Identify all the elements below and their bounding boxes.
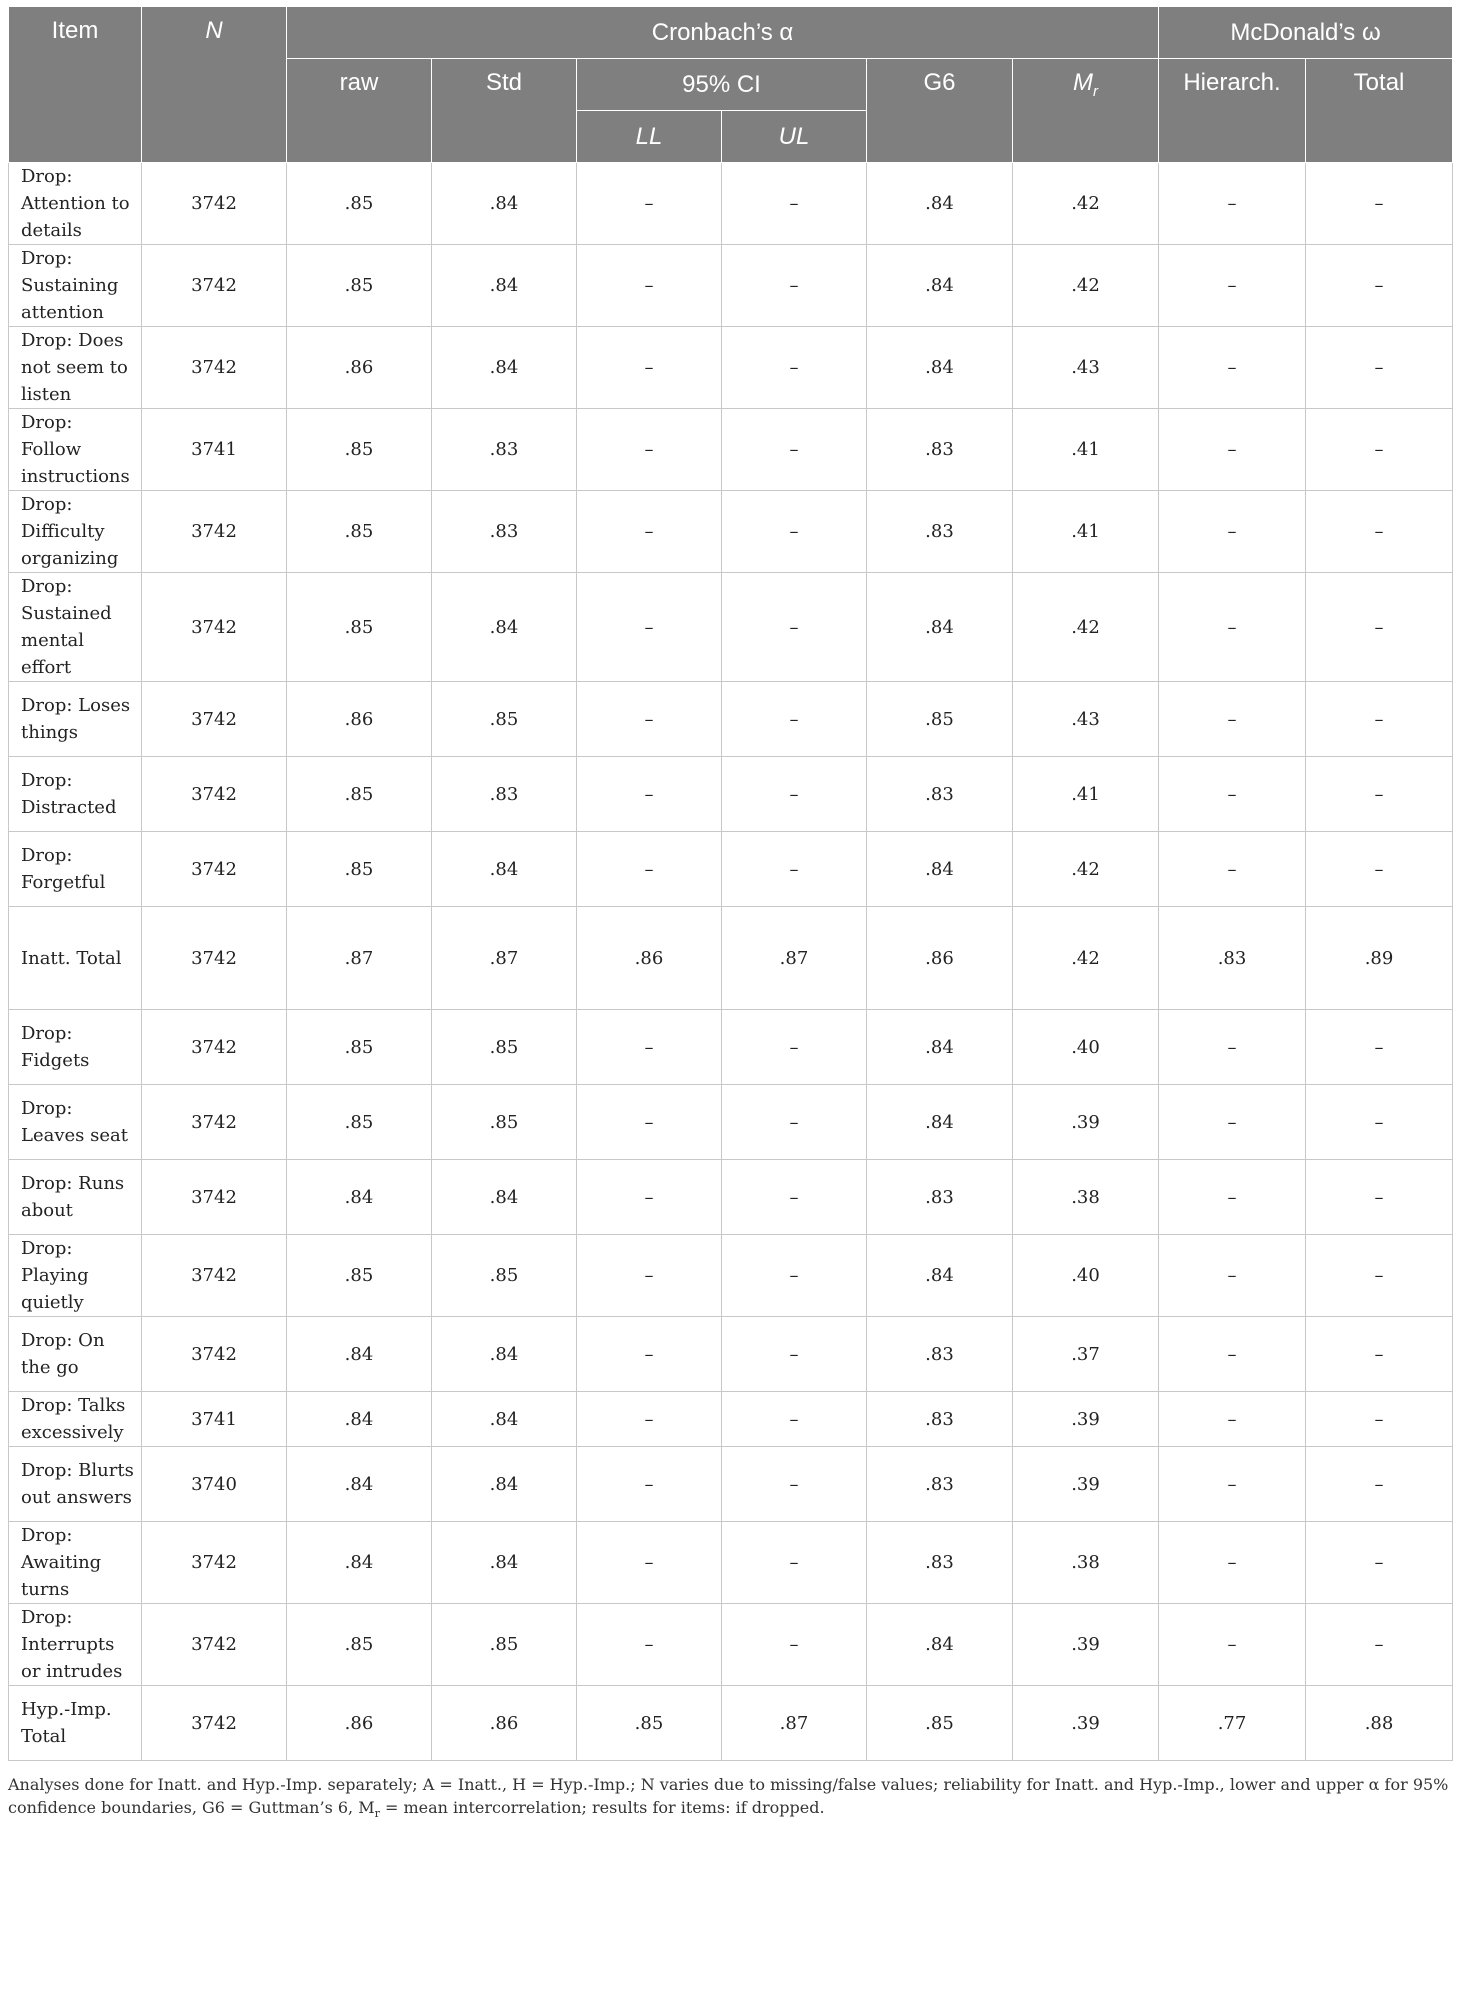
std-alpha-cell: .84 xyxy=(432,1317,577,1392)
item-cell: Drop: Forgetful xyxy=(9,832,142,907)
ci-ll-cell: – xyxy=(577,682,722,757)
raw-alpha-cell: .84 xyxy=(287,1447,432,1522)
ci-ll-cell: – xyxy=(577,245,722,327)
g6-cell: .83 xyxy=(867,1447,1013,1522)
mr-cell: .39 xyxy=(1013,1686,1159,1761)
ci-ul-cell: – xyxy=(722,1317,867,1392)
table-row xyxy=(9,1160,1453,1235)
g6-cell: .84 xyxy=(867,1235,1013,1317)
std-alpha-cell: .84 xyxy=(432,573,577,682)
n-cell: 3742 xyxy=(142,1010,287,1085)
omega-hierarchical-cell: – xyxy=(1159,245,1306,327)
std-alpha-cell: .83 xyxy=(432,491,577,573)
header-std: Std xyxy=(432,59,577,163)
item-cell: Drop: Difficulty organizing xyxy=(9,491,142,573)
omega-total-cell: – xyxy=(1306,1522,1453,1604)
table-row xyxy=(9,1317,1453,1392)
table-row xyxy=(9,491,1453,573)
omega-hierarchical-cell: – xyxy=(1159,1392,1306,1447)
g6-cell: .85 xyxy=(867,1686,1013,1761)
mr-cell: .43 xyxy=(1013,327,1159,409)
omega-total-cell: – xyxy=(1306,1160,1453,1235)
g6-cell: .83 xyxy=(867,757,1013,832)
table-footnote xyxy=(8,1773,1452,1825)
item-cell: Drop: Sustaining attention xyxy=(9,245,142,327)
item-cell: Drop: Loses things xyxy=(9,682,142,757)
table-row xyxy=(9,1010,1453,1085)
g6-cell: .85 xyxy=(867,682,1013,757)
omega-hierarchical-cell: .83 xyxy=(1159,907,1306,1010)
omega-hierarchical-cell: – xyxy=(1159,1085,1306,1160)
n-cell: 3740 xyxy=(142,1447,287,1522)
omega-hierarchical-cell: – xyxy=(1159,1522,1306,1604)
g6-cell: .83 xyxy=(867,409,1013,491)
ci-ll-cell: – xyxy=(577,1235,722,1317)
ci-ll-cell: – xyxy=(577,1160,722,1235)
table-row xyxy=(9,757,1453,832)
ci-ll-cell: – xyxy=(577,1522,722,1604)
omega-total-cell: – xyxy=(1306,1010,1453,1085)
omega-hierarchical-cell: – xyxy=(1159,832,1306,907)
item-cell: Drop: On the go xyxy=(9,1317,142,1392)
std-alpha-cell: .86 xyxy=(432,1686,577,1761)
raw-alpha-cell: .85 xyxy=(287,832,432,907)
n-cell: 3742 xyxy=(142,1235,287,1317)
raw-alpha-cell: .85 xyxy=(287,757,432,832)
table-row xyxy=(9,163,1453,245)
mr-cell: .41 xyxy=(1013,409,1159,491)
header-ll xyxy=(577,111,722,163)
mr-cell: .40 xyxy=(1013,1010,1159,1085)
g6-cell: .84 xyxy=(867,245,1013,327)
table-row xyxy=(9,1235,1453,1317)
omega-total-cell: – xyxy=(1306,1447,1453,1522)
mr-cell: .39 xyxy=(1013,1604,1159,1686)
omega-total-cell: – xyxy=(1306,1085,1453,1160)
omega-hierarchical-cell: – xyxy=(1159,682,1306,757)
ci-ul-cell: – xyxy=(722,327,867,409)
g6-cell: .83 xyxy=(867,1392,1013,1447)
omega-total-cell: – xyxy=(1306,682,1453,757)
footnote-text: Analyses done for Inatt. and Hyp.-Imp. separately; A = Inatt., H = Hyp.-Imp.; N varies due to missing/false values; reliability for Inatt. and Hyp.-Imp., lower and upper α for 95% confidence boundaries, G6 = Guttman’s 6, M xyxy=(8,1775,1449,1817)
mr-cell: .41 xyxy=(1013,757,1159,832)
ci-ul-cell: – xyxy=(722,573,867,682)
omega-hierarchical-cell: – xyxy=(1159,1317,1306,1392)
ci-ul-cell: – xyxy=(722,1235,867,1317)
ci-ll-cell: – xyxy=(577,1317,722,1392)
item-cell: Drop: Interrupts or intrudes xyxy=(9,1604,142,1686)
table-row xyxy=(9,573,1453,682)
omega-total-cell: – xyxy=(1306,1235,1453,1317)
raw-alpha-cell: .84 xyxy=(287,1160,432,1235)
omega-hierarchical-cell: – xyxy=(1159,491,1306,573)
item-cell: Drop: Talks excessively xyxy=(9,1392,142,1447)
footnote-text-end: = mean intercorrelation; results for items: if dropped. xyxy=(379,1798,825,1817)
header-ul-text: UL xyxy=(778,122,810,150)
ci-ll-cell: – xyxy=(577,491,722,573)
n-cell: 3741 xyxy=(142,409,287,491)
std-alpha-cell: .84 xyxy=(432,1522,577,1604)
n-cell: 3742 xyxy=(142,1604,287,1686)
ci-ll-cell: – xyxy=(577,1392,722,1447)
mr-cell: .43 xyxy=(1013,682,1159,757)
g6-cell: .83 xyxy=(867,1160,1013,1235)
item-cell: Drop: Runs about xyxy=(9,1160,142,1235)
ci-ll-cell: – xyxy=(577,573,722,682)
item-cell: Drop: Follow instructions xyxy=(9,409,142,491)
g6-cell: .83 xyxy=(867,491,1013,573)
std-alpha-cell: .85 xyxy=(432,682,577,757)
ci-ll-cell: – xyxy=(577,1447,722,1522)
n-cell: 3742 xyxy=(142,1160,287,1235)
mr-cell: .42 xyxy=(1013,245,1159,327)
header-mr-main: M xyxy=(1073,69,1093,96)
reliability-table xyxy=(8,6,1453,1761)
omega-total-cell: .89 xyxy=(1306,907,1453,1010)
n-cell: 3742 xyxy=(142,163,287,245)
item-cell: Hyp.-Imp. Total xyxy=(9,1686,142,1761)
table-row xyxy=(9,832,1453,907)
omega-total-cell: – xyxy=(1306,832,1453,907)
n-cell: 3742 xyxy=(142,682,287,757)
table-body xyxy=(9,163,1453,1761)
n-cell: 3742 xyxy=(142,1522,287,1604)
g6-cell: .84 xyxy=(867,163,1013,245)
raw-alpha-cell: .85 xyxy=(287,1085,432,1160)
mr-cell: .41 xyxy=(1013,491,1159,573)
g6-cell: .84 xyxy=(867,832,1013,907)
table-row xyxy=(9,1392,1453,1447)
omega-total-cell: – xyxy=(1306,573,1453,682)
ci-ul-cell: – xyxy=(722,1160,867,1235)
header-cronbach-alpha: Cronbach’s α xyxy=(287,7,1159,59)
omega-total-cell: – xyxy=(1306,327,1453,409)
mr-cell: .42 xyxy=(1013,832,1159,907)
header-mr-sub: r xyxy=(1093,82,1098,100)
n-cell: 3741 xyxy=(142,1392,287,1447)
ci-ul-cell: – xyxy=(722,682,867,757)
ci-ll-cell: – xyxy=(577,1604,722,1686)
ci-ll-cell: – xyxy=(577,1010,722,1085)
omega-hierarchical-cell: – xyxy=(1159,163,1306,245)
item-cell: Drop: Fidgets xyxy=(9,1010,142,1085)
header-item: Item xyxy=(9,7,142,163)
header-ll-text: LL xyxy=(635,122,663,150)
raw-alpha-cell: .84 xyxy=(287,1522,432,1604)
ci-ul-cell: – xyxy=(722,1392,867,1447)
header-g6: G6 xyxy=(867,59,1013,163)
raw-alpha-cell: .85 xyxy=(287,491,432,573)
std-alpha-cell: .87 xyxy=(432,907,577,1010)
ci-ul-cell: – xyxy=(722,757,867,832)
std-alpha-cell: .84 xyxy=(432,1160,577,1235)
raw-alpha-cell: .84 xyxy=(287,1317,432,1392)
omega-hierarchical-cell: – xyxy=(1159,1447,1306,1522)
ci-ul-cell: – xyxy=(722,409,867,491)
std-alpha-cell: .84 xyxy=(432,1392,577,1447)
ci-ul-cell: – xyxy=(722,1447,867,1522)
item-cell: Drop: Leaves seat xyxy=(9,1085,142,1160)
g6-cell: .84 xyxy=(867,1604,1013,1686)
ci-ul-cell: .87 xyxy=(722,1686,867,1761)
table-row xyxy=(9,1447,1453,1522)
raw-alpha-cell: .86 xyxy=(287,1686,432,1761)
header-total: Total xyxy=(1306,59,1453,163)
header-raw: raw xyxy=(287,59,432,163)
omega-total-cell: – xyxy=(1306,245,1453,327)
ci-ul-cell: – xyxy=(722,1604,867,1686)
ci-ul-cell: .87 xyxy=(722,907,867,1010)
n-cell: 3742 xyxy=(142,907,287,1010)
ci-ll-cell: – xyxy=(577,832,722,907)
omega-hierarchical-cell: – xyxy=(1159,327,1306,409)
n-cell: 3742 xyxy=(142,757,287,832)
n-cell: 3742 xyxy=(142,1686,287,1761)
ci-ul-cell: – xyxy=(722,1010,867,1085)
ci-ll-cell: – xyxy=(577,409,722,491)
table-row xyxy=(9,409,1453,491)
g6-cell: .83 xyxy=(867,1317,1013,1392)
raw-alpha-cell: .85 xyxy=(287,245,432,327)
ci-ul-cell: – xyxy=(722,832,867,907)
table-row xyxy=(9,1686,1453,1761)
omega-hierarchical-cell: – xyxy=(1159,1010,1306,1085)
std-alpha-cell: .84 xyxy=(432,245,577,327)
item-cell: Drop: Attention to details xyxy=(9,163,142,245)
mr-cell: .39 xyxy=(1013,1085,1159,1160)
footnote-subscript: r xyxy=(374,1807,380,1821)
mr-cell: .39 xyxy=(1013,1447,1159,1522)
n-cell: 3742 xyxy=(142,245,287,327)
header-ul xyxy=(722,111,867,163)
n-cell: 3742 xyxy=(142,832,287,907)
ci-ul-cell: – xyxy=(722,1085,867,1160)
n-cell: 3742 xyxy=(142,491,287,573)
item-cell: Drop: Does not seem to listen xyxy=(9,327,142,409)
omega-total-cell: – xyxy=(1306,1604,1453,1686)
omega-hierarchical-cell: – xyxy=(1159,1604,1306,1686)
mr-cell: .42 xyxy=(1013,163,1159,245)
g6-cell: .83 xyxy=(867,1522,1013,1604)
ci-ul-cell: – xyxy=(722,245,867,327)
table-row xyxy=(9,327,1453,409)
std-alpha-cell: .83 xyxy=(432,757,577,832)
omega-hierarchical-cell: – xyxy=(1159,573,1306,682)
mr-cell: .38 xyxy=(1013,1160,1159,1235)
omega-total-cell: – xyxy=(1306,409,1453,491)
item-cell: Drop: Blurts out answers xyxy=(9,1447,142,1522)
mr-cell: .42 xyxy=(1013,573,1159,682)
std-alpha-cell: .85 xyxy=(432,1010,577,1085)
omega-hierarchical-cell: – xyxy=(1159,757,1306,832)
omega-total-cell: – xyxy=(1306,163,1453,245)
omega-hierarchical-cell: – xyxy=(1159,1235,1306,1317)
raw-alpha-cell: .86 xyxy=(287,327,432,409)
std-alpha-cell: .84 xyxy=(432,327,577,409)
omega-hierarchical-cell: – xyxy=(1159,409,1306,491)
header-n xyxy=(142,7,287,163)
n-cell: 3742 xyxy=(142,573,287,682)
header-mcdonald-omega: McDonald’s ω xyxy=(1159,7,1453,59)
table-row xyxy=(9,907,1453,1010)
ci-ll-cell: .85 xyxy=(577,1686,722,1761)
raw-alpha-cell: .85 xyxy=(287,1010,432,1085)
raw-alpha-cell: .86 xyxy=(287,682,432,757)
n-cell: 3742 xyxy=(142,327,287,409)
omega-total-cell: – xyxy=(1306,491,1453,573)
table-row xyxy=(9,1085,1453,1160)
omega-total-cell: – xyxy=(1306,757,1453,832)
omega-total-cell: .88 xyxy=(1306,1686,1453,1761)
n-cell: 3742 xyxy=(142,1085,287,1160)
g6-cell: .84 xyxy=(867,1085,1013,1160)
item-cell: Drop: Distracted xyxy=(9,757,142,832)
g6-cell: .86 xyxy=(867,907,1013,1010)
omega-hierarchical-cell: – xyxy=(1159,1160,1306,1235)
table-header xyxy=(9,7,1453,163)
header-mr xyxy=(1013,59,1159,163)
g6-cell: .84 xyxy=(867,573,1013,682)
mr-cell: .38 xyxy=(1013,1522,1159,1604)
item-cell: Drop: Sustained mental effort xyxy=(9,573,142,682)
header-n-text: N xyxy=(205,17,223,44)
std-alpha-cell: .84 xyxy=(432,163,577,245)
raw-alpha-cell: .85 xyxy=(287,163,432,245)
raw-alpha-cell: .85 xyxy=(287,409,432,491)
ci-ll-cell: – xyxy=(577,327,722,409)
ci-ul-cell: – xyxy=(722,491,867,573)
std-alpha-cell: .84 xyxy=(432,1447,577,1522)
std-alpha-cell: .83 xyxy=(432,409,577,491)
header-95-ci: 95% CI xyxy=(577,59,867,111)
ci-ll-cell: – xyxy=(577,163,722,245)
mr-cell: .42 xyxy=(1013,907,1159,1010)
mr-cell: .37 xyxy=(1013,1317,1159,1392)
omega-total-cell: – xyxy=(1306,1317,1453,1392)
std-alpha-cell: .85 xyxy=(432,1235,577,1317)
std-alpha-cell: .84 xyxy=(432,832,577,907)
mr-cell: .39 xyxy=(1013,1392,1159,1447)
item-cell: Inatt. Total xyxy=(9,907,142,1010)
raw-alpha-cell: .85 xyxy=(287,1604,432,1686)
header-hierarchical: Hierarch. xyxy=(1159,59,1306,163)
reliability-table-container xyxy=(8,6,1452,1825)
ci-ll-cell: .86 xyxy=(577,907,722,1010)
std-alpha-cell: .85 xyxy=(432,1085,577,1160)
std-alpha-cell: .85 xyxy=(432,1604,577,1686)
mr-cell: .40 xyxy=(1013,1235,1159,1317)
raw-alpha-cell: .84 xyxy=(287,1392,432,1447)
raw-alpha-cell: .85 xyxy=(287,573,432,682)
ci-ll-cell: – xyxy=(577,757,722,832)
item-cell: Drop: Awaiting turns xyxy=(9,1522,142,1604)
raw-alpha-cell: .87 xyxy=(287,907,432,1010)
ci-ll-cell: – xyxy=(577,1085,722,1160)
g6-cell: .84 xyxy=(867,1010,1013,1085)
ci-ul-cell: – xyxy=(722,163,867,245)
item-cell: Drop: Playing quietly xyxy=(9,1235,142,1317)
table-row xyxy=(9,682,1453,757)
g6-cell: .84 xyxy=(867,327,1013,409)
table-row xyxy=(9,1522,1453,1604)
omega-total-cell: – xyxy=(1306,1392,1453,1447)
table-row xyxy=(9,1604,1453,1686)
table-row xyxy=(9,245,1453,327)
ci-ul-cell: – xyxy=(722,1522,867,1604)
n-cell: 3742 xyxy=(142,1317,287,1392)
raw-alpha-cell: .85 xyxy=(287,1235,432,1317)
omega-hierarchical-cell: .77 xyxy=(1159,1686,1306,1761)
